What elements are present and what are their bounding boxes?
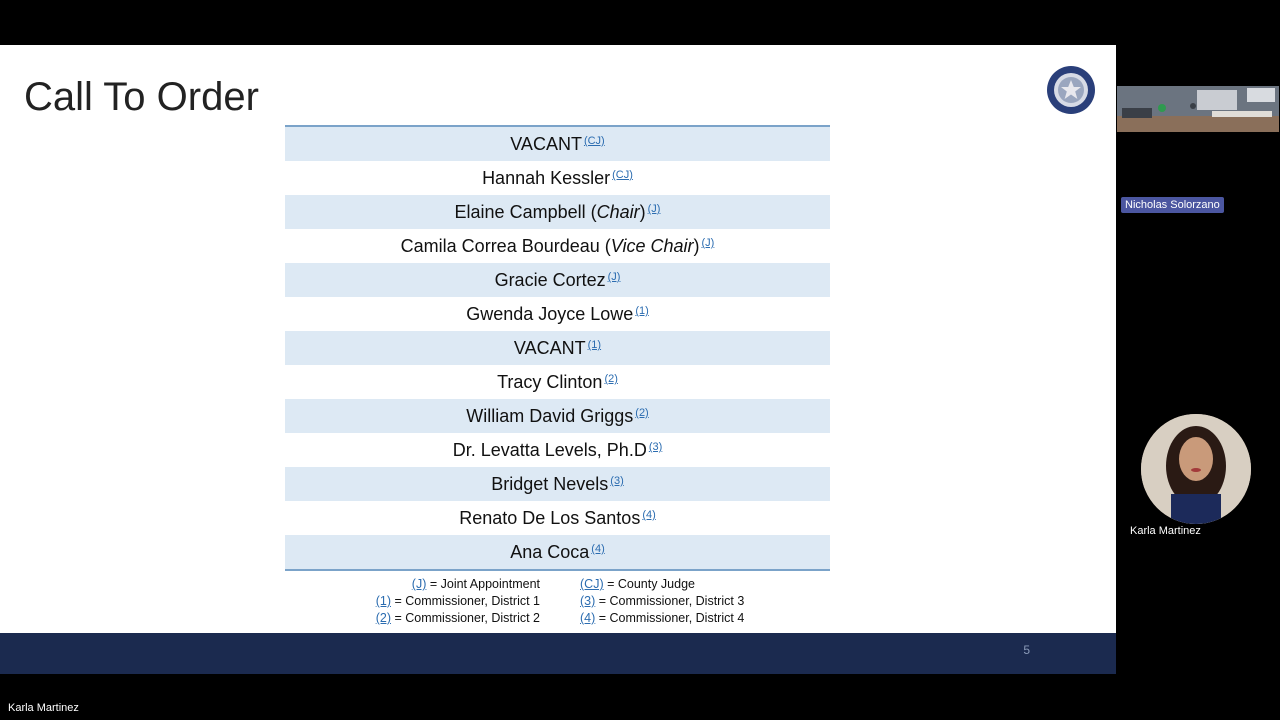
active-speaker-name: Karla Martinez <box>8 702 79 714</box>
appointment-code-link[interactable]: (CJ) <box>612 169 633 181</box>
roster-row <box>285 467 830 501</box>
legend-left-column <box>300 576 540 627</box>
appointment-code-link[interactable]: (4) <box>591 543 605 555</box>
roster-row <box>285 195 830 229</box>
member-role: Chair <box>596 201 640 222</box>
legend-text: = Commissioner, District 3 <box>595 594 745 608</box>
legend-item <box>300 610 540 627</box>
member-name: Ana Coca <box>510 541 590 562</box>
member-name: Dr. Levatta Levels, Ph.D <box>452 439 647 460</box>
member-name: Camila Correa Bourdeau ( <box>400 235 611 256</box>
roster-row <box>285 535 830 569</box>
participant-name-badge: Nicholas Solorzano <box>1121 197 1224 213</box>
member-name: Elaine Campbell ( <box>454 201 597 222</box>
legend-code-link[interactable]: (4) <box>580 611 596 625</box>
slide-footer-bar <box>0 633 1116 674</box>
roster-row <box>285 365 830 399</box>
participant-avatar[interactable] <box>1141 414 1251 524</box>
presentation-slide <box>0 45 1116 674</box>
legend-code-link[interactable]: (CJ) <box>580 577 604 591</box>
roster-row <box>285 297 830 331</box>
legend-item <box>300 593 540 610</box>
member-name: William David Griggs <box>466 405 634 426</box>
meeting-room-image <box>1117 86 1279 132</box>
legend-code-link[interactable]: (3) <box>580 594 596 608</box>
roster-row <box>285 229 830 263</box>
member-name: Renato De Los Santos <box>459 507 641 528</box>
legend-code-link[interactable]: (1) <box>375 594 391 608</box>
member-name: Gwenda Joyce Lowe <box>466 303 634 324</box>
participant-name-label: Karla Martinez <box>1130 525 1201 537</box>
legend-text: = Commissioner, District 4 <box>595 611 745 625</box>
legend-text: = County Judge <box>603 577 695 591</box>
member-name: VACANT <box>510 133 582 154</box>
appointment-code-link[interactable]: (1) <box>635 305 649 317</box>
appointment-code-link[interactable]: (J) <box>607 271 621 283</box>
legend-code-link[interactable]: (J) <box>411 577 427 591</box>
legend-right-column <box>580 576 820 627</box>
appointment-code-link[interactable]: (1) <box>587 339 602 351</box>
county-seal-icon <box>1046 65 1096 115</box>
legend-item <box>580 593 820 610</box>
appointment-code-link[interactable]: (CJ) <box>583 135 605 147</box>
member-name: Tracy Clinton <box>497 371 603 392</box>
legend-text: = Joint Appointment <box>426 577 540 591</box>
appointment-code-link[interactable]: (3) <box>610 475 624 487</box>
member-name: Hannah Kessler <box>482 167 611 188</box>
legend-code-link[interactable]: (2) <box>375 611 391 625</box>
member-role: Vice Chair <box>610 235 694 256</box>
participant-video-thumbnail[interactable] <box>1117 86 1279 132</box>
appointment-code-link[interactable]: (3) <box>648 441 663 453</box>
member-role-close: ) <box>693 235 700 256</box>
legend-text: = Commissioner, District 1 <box>391 594 540 608</box>
slide-title: Call To Order <box>24 75 259 119</box>
roster-row <box>285 127 830 161</box>
roster-row <box>285 399 830 433</box>
roster-row <box>285 501 830 535</box>
member-roster-table <box>285 125 830 571</box>
legend-item <box>580 610 820 627</box>
appointment-code-link[interactable]: (J) <box>647 203 661 215</box>
appointment-code-link[interactable]: (J) <box>701 237 715 249</box>
legend-item <box>300 576 540 593</box>
roster-row <box>285 331 830 365</box>
appointment-code-link[interactable]: (2) <box>635 407 649 419</box>
roster-row <box>285 263 830 297</box>
appointment-code-link[interactable]: (4) <box>642 509 656 521</box>
member-role-close: ) <box>639 201 646 222</box>
avatar-image <box>1141 414 1251 524</box>
member-name: Bridget Nevels <box>491 473 609 494</box>
member-name: Gracie Cortez <box>494 269 606 290</box>
roster-row <box>285 161 830 195</box>
appointment-code-link[interactable]: (2) <box>604 373 618 385</box>
legend-item <box>580 576 820 593</box>
legend-text: = Commissioner, District 2 <box>391 611 540 625</box>
page-number: 5 <box>1023 643 1030 657</box>
member-name: VACANT <box>513 337 586 358</box>
roster-row <box>285 433 830 467</box>
